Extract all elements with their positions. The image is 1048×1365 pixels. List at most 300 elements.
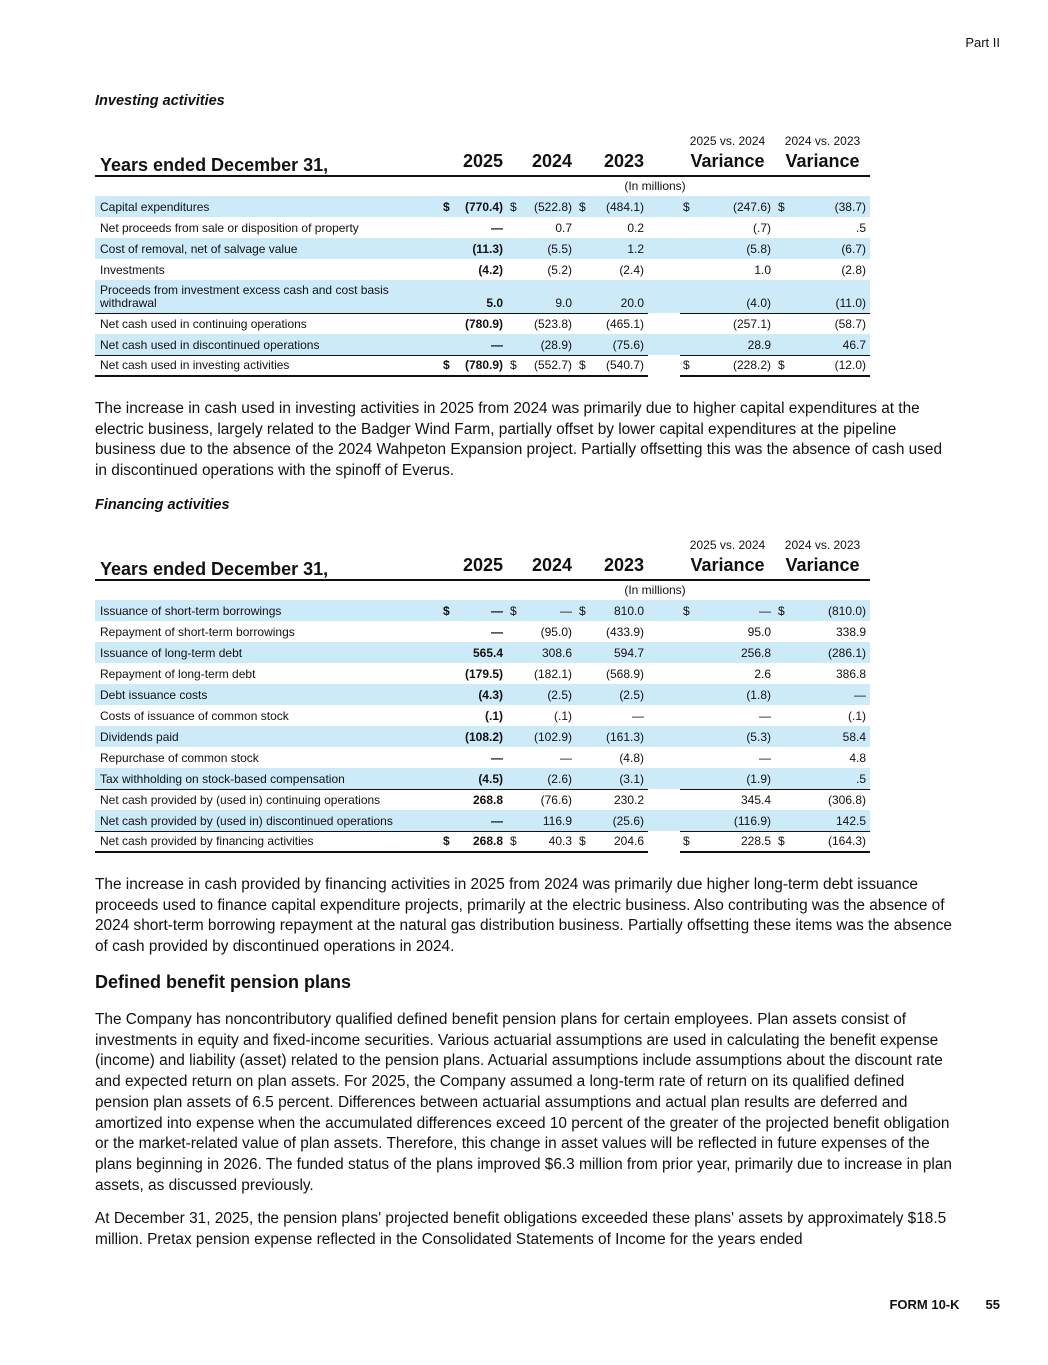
value-2024: (522.8) [520,196,576,217]
blank-cell [648,600,680,621]
dollar-sign [440,705,452,726]
blank-cell [590,534,648,555]
blank-cell [648,747,680,768]
dollar-sign [440,789,452,810]
blank-cell [576,176,590,196]
investing-title: Investing activities [95,93,225,109]
blank-cell [576,580,590,600]
table-row [95,810,870,831]
dollar-sign [576,726,590,747]
dollar-sign [680,280,692,313]
dollar-sign [576,313,590,334]
header-row [95,151,870,176]
value-2023: 204.6 [590,831,648,852]
dollar-sign [507,789,520,810]
row-label: Debt issuance costs [95,684,440,705]
col-2024: 2024 [520,151,576,176]
value-2023: (3.1) [590,768,648,789]
dollar-sign [576,238,590,259]
dollar-sign [680,642,692,663]
blank-cell [648,534,680,555]
dollar-sign [576,621,590,642]
value-2024: — [520,600,576,621]
units-row [95,580,870,600]
variance-2025-vs-2024: 28.9 [692,334,775,355]
col-2023: 2023 [590,555,648,580]
table-row [95,684,870,705]
value-2025: 268.8 [452,831,507,852]
blank-cell [648,280,680,313]
dollar-sign [680,313,692,334]
dollar-sign [775,621,788,642]
blank-cell [576,151,590,176]
dollar-sign [576,768,590,789]
value-2023: (568.9) [605,667,644,681]
dollar-sign: $ [775,355,788,376]
dollar-sign [440,747,452,768]
value-2023: (161.3) [590,726,648,747]
value-2023: 0.2 [627,221,644,235]
value-2023: 20.0 [590,280,648,313]
value-2024: (76.6) [520,789,576,810]
investing-paragraph: The increase in cash used in investing activities in 2025 from 2024 was primarily due to higher capital expenditures at the electric business, largely related to the Badger Wind Farm, partially offset by lower capital expenditures at the pipeline business due to the absence of the 2024 Wahpeton Expansion project. Partially offsetting this was the absence of cash used in discontinued operations with the spinoff of Everus. [95,400,943,480]
blank-cell [788,176,870,196]
value-2025: — [491,221,503,235]
dollar-sign [440,280,452,313]
blank-cell [775,176,788,196]
row-label: Tax withholding on stock-based compensation [95,768,440,789]
dollar-sign [680,768,692,789]
dollar-sign [440,217,452,238]
blank-cell [648,334,680,355]
value-2024: (102.9) [520,726,576,747]
blank-cell [95,176,440,196]
value-2025: — [452,334,507,355]
value-2025: (11.3) [452,238,507,259]
dollar-sign [576,642,590,663]
variance-2024-vs-2023: (2.8) [841,263,866,277]
blank-cell [648,768,680,789]
value-2024: 308.6 [520,642,576,663]
dollar-sign [680,726,692,747]
row-label: Repayment of short-term borrowings [100,625,295,639]
col-2025: 2025 [452,151,507,176]
blank-cell [648,642,680,663]
dollar-sign [440,238,452,259]
dollar-sign: $ [680,831,692,852]
dollar-sign [576,217,590,238]
value-2024: 40.3 [520,831,576,852]
page-number: 55 [985,1297,1000,1312]
dollar-sign: $ [507,600,520,621]
dollar-sign [507,259,520,280]
dollar-sign [507,705,520,726]
dollar-sign [775,810,788,831]
pension-paragraph-2: At December 31, 2025, the pension plans' projected benefit obligations exceeded these plans' assets by approximately $18.5 million. Pretax pension expense reflected in the Consolidated Statements of Income for the years ended [95,1210,947,1248]
dollar-sign [507,238,520,259]
units-label: (In millions) [624,179,686,193]
variance-2025-vs-2024: (116.9) [692,810,775,831]
dollar-sign [440,259,452,280]
value-2023: (484.1) [590,196,648,217]
blank-cell [520,580,576,600]
financing-paragraph: The increase in cash provided by financing activities in 2025 from 2024 was primarily due higher long-term debt issuance proceeds used to finance capital expenditure projects, primarily at the electric business. Also contributing was the absence of 2024 short-term borrowing repayment at the natural gas distribution business. Partially offsetting these items was the absence of cash provided by discontinued operations in 2024. [95,876,952,956]
pension-heading: Defined benefit pension plans [95,972,352,992]
value-2023: 1.2 [590,238,648,259]
dollar-sign: $ [576,600,590,621]
variance-2024-vs-2023: (810.0) [788,600,870,621]
dollar-sign [680,810,692,831]
variance-2024-vs-2023: (.1) [848,709,866,723]
table-row [95,600,870,621]
variance-1-header: Variance [680,555,775,580]
dollar-sign [507,747,520,768]
value-2025: 268.8 [452,789,507,810]
blank-cell [648,313,680,334]
footer [889,1297,1000,1312]
dollar-sign [440,684,452,705]
dollar-sign [680,238,692,259]
dollar-sign [775,684,788,705]
dollar-sign [576,334,590,355]
variance-2024-vs-2023: 46.7 [788,334,870,355]
blank-cell [648,217,680,238]
blank-cell [692,176,775,196]
blank-cell [507,130,520,151]
variance-2-header: Variance [775,555,870,580]
variance-2024-vs-2023: (11.0) [788,280,870,313]
value-2023: (4.8) [619,751,644,765]
blank-cell [440,534,452,555]
variance-2024-vs-2023: (38.7) [788,196,870,217]
dollar-sign [775,642,788,663]
dollar-sign [576,259,590,280]
value-2023: (540.7) [590,355,648,376]
value-2025: (780.9) [452,313,507,334]
blank-cell [440,176,452,196]
blank-cell [452,534,507,555]
dollar-sign [680,789,692,810]
value-2025: 5.0 [452,280,507,313]
dollar-sign [775,768,788,789]
blank-cell [648,663,680,684]
value-2025: (179.5) [464,667,503,681]
value-2024: (28.9) [520,334,576,355]
dollar-sign [775,789,788,810]
dollar-sign [680,663,692,684]
row-label: Issuance of short-term borrowings [95,600,440,621]
dollar-sign: $ [507,196,520,217]
blank-cell [95,534,440,555]
blank-cell [648,831,680,852]
dollar-sign [680,334,692,355]
dollar-sign: $ [507,355,520,376]
table-row [95,831,870,852]
dollar-sign [440,726,452,747]
blank-cell [507,555,520,580]
value-2023: 594.7 [590,642,648,663]
variance-1-header: Variance [680,151,775,176]
dollar-sign [576,663,590,684]
value-2023: (25.6) [590,810,648,831]
table-row [95,726,870,747]
value-2023: — [632,709,644,723]
row-label: Net cash used in discontinued operations [95,334,440,355]
variance-2025-vs-2024: 1.0 [754,263,771,277]
dollar-sign [576,280,590,313]
blank-cell [452,580,507,600]
value-2025: (770.4) [452,196,507,217]
dollar-sign [440,334,452,355]
value-2024: — [560,751,572,765]
row-label: Net cash provided by (used in) discontinued operations [95,810,440,831]
dollar-sign [775,238,788,259]
dollar-sign: $ [576,831,590,852]
blank-cell [452,176,507,196]
variance-1-header-top: 2025 vs. 2024 [689,134,766,148]
blank-cell [507,534,520,555]
blank-cell [648,810,680,831]
table-row [95,259,870,280]
blank-cell [590,130,648,151]
variance-2-header: Variance [775,151,870,176]
value-2023: (75.6) [590,334,648,355]
dollar-sign [775,217,788,238]
variance-2025-vs-2024: (4.0) [692,280,775,313]
dollar-sign [775,747,788,768]
header-row [95,555,870,580]
dollar-sign [507,726,520,747]
dollar-sign [576,789,590,810]
col-2024: 2024 [520,555,576,580]
blank-cell [440,580,452,600]
table-row [95,621,870,642]
variance-2-header-top: 2024 vs. 2023 [784,538,861,552]
dollar-sign [576,747,590,768]
blank-cell [452,130,507,151]
table-row [95,238,870,259]
table-row [95,789,870,810]
dollar-sign [775,705,788,726]
form-label: FORM 10-K [889,1297,960,1312]
variance-2024-vs-2023: (58.7) [788,313,870,334]
dollar-sign: $ [507,831,520,852]
row-label: Cost of removal, net of salvage value [95,238,440,259]
variance-2025-vs-2024: — [692,600,775,621]
row-label: Costs of issuance of common stock [100,709,289,723]
row-label: Investments [100,263,165,277]
value-2024: (95.0) [540,625,572,639]
investing-table [95,130,870,377]
years-label: Years ended December 31, [95,151,440,176]
blank-cell [648,355,680,376]
value-2023: (433.9) [605,625,644,639]
value-2023: (465.1) [590,313,648,334]
blank-cell [648,130,680,151]
value-2023: 810.0 [590,600,648,621]
variance-2025-vs-2024: (5.8) [692,238,775,259]
dollar-sign [507,621,520,642]
dollar-sign: $ [775,600,788,621]
value-2025: (4.3) [452,684,507,705]
variance-2024-vs-2023: 386.8 [835,667,866,681]
table-row [95,334,870,355]
table-row [95,768,870,789]
value-2024: (5.2) [547,263,572,277]
table-row [95,747,870,768]
value-2024: (5.5) [520,238,576,259]
blank-cell [95,580,440,600]
dollar-sign [775,334,788,355]
blank-cell [648,259,680,280]
variance-2025-vs-2024: (5.3) [692,726,775,747]
header-row-top [95,534,870,555]
value-2024: (.1) [554,709,572,723]
dollar-sign [507,642,520,663]
value-2023: 230.2 [590,789,648,810]
blank-cell [648,151,680,176]
variance-2025-vs-2024: (.7) [753,221,771,235]
value-2023: (2.4) [619,263,644,277]
variance-2024-vs-2023: .5 [855,221,866,235]
variance-2025-vs-2024: (228.2) [692,355,775,376]
row-label: Capital expenditures [95,196,440,217]
dollar-sign: $ [440,831,452,852]
dollar-sign [440,768,452,789]
dollar-sign [507,684,520,705]
col-2023: 2023 [590,151,648,176]
blank-cell [507,580,520,600]
variance-2025-vs-2024: — [759,751,771,765]
dollar-sign [775,726,788,747]
financing-title: Financing activities [95,497,230,513]
value-2025: (780.9) [452,355,507,376]
dollar-sign [775,280,788,313]
blank-cell [520,534,576,555]
variance-2024-vs-2023: (164.3) [788,831,870,852]
col-2025: 2025 [452,555,507,580]
dollar-sign [680,217,692,238]
dollar-sign [680,259,692,280]
dollar-sign: $ [440,355,452,376]
dollar-sign: $ [680,196,692,217]
dollar-sign [775,313,788,334]
value-2025: (.1) [485,709,503,723]
value-2024: 9.0 [520,280,576,313]
row-label: Net cash used in investing activities [95,355,440,376]
part-label: Part II [965,35,1000,50]
blank-cell [648,555,680,580]
row-label: Repayment of long-term debt [100,667,256,681]
dollar-sign [576,684,590,705]
row-label: Net cash provided by financing activities [95,831,440,852]
blank-cell [648,726,680,747]
variance-2024-vs-2023: 142.5 [788,810,870,831]
dollar-sign [576,705,590,726]
variance-2025-vs-2024: 256.8 [692,642,775,663]
dollar-sign [680,747,692,768]
row-label: Proceeds from investment excess cash and cost basis withdrawal [95,280,440,313]
value-2025: — [452,600,507,621]
variance-2025-vs-2024: 95.0 [747,625,771,639]
row-label: Net cash used in continuing operations [95,313,440,334]
dollar-sign: $ [775,831,788,852]
blank-cell [648,621,680,642]
dollar-sign: $ [576,355,590,376]
value-2025: (108.2) [452,726,507,747]
dollar-sign [440,313,452,334]
variance-2024-vs-2023: .5 [788,768,870,789]
variance-2025-vs-2024: — [759,709,771,723]
value-2025: — [491,625,503,639]
variance-2025-vs-2024: 228.5 [692,831,775,852]
variance-2025-vs-2024: 2.6 [754,667,771,681]
dollar-sign [507,768,520,789]
value-2024: (523.8) [520,313,576,334]
dollar-sign: $ [680,355,692,376]
row-label: Net cash provided by (used in) continuing operations [95,789,440,810]
value-2024: (182.1) [533,667,572,681]
blank-cell [648,196,680,217]
table-row [95,313,870,334]
variance-2-header-top: 2024 vs. 2023 [784,134,861,148]
blank-cell [520,176,576,196]
blank-cell [648,705,680,726]
variance-2025-vs-2024: 345.4 [692,789,775,810]
dollar-sign: $ [680,600,692,621]
dollar-sign [576,810,590,831]
blank-cell [576,534,590,555]
value-2024: (2.6) [520,768,576,789]
units-label: (In millions) [624,583,686,597]
blank-cell [440,130,452,151]
blank-cell [520,130,576,151]
value-2024: (2.5) [520,684,576,705]
blank-cell [507,151,520,176]
dollar-sign: $ [440,600,452,621]
financing-table [95,534,870,853]
dollar-sign [507,313,520,334]
value-2024: 116.9 [520,810,576,831]
variance-2024-vs-2023: (286.1) [788,642,870,663]
row-label: Dividends paid [95,726,440,747]
blank-cell [648,238,680,259]
variance-2024-vs-2023: 338.9 [835,625,866,639]
units-row [95,176,870,196]
variance-2024-vs-2023: (12.0) [788,355,870,376]
variance-1-header-top: 2025 vs. 2024 [689,538,766,552]
value-2025: 565.4 [452,642,507,663]
blank-cell [440,555,452,580]
dollar-sign [440,810,452,831]
dollar-sign [507,663,520,684]
dollar-sign [440,663,452,684]
table-row [95,705,870,726]
row-label: Repurchase of common stock [100,751,259,765]
value-2023: (2.5) [590,684,648,705]
variance-2024-vs-2023: 58.4 [788,726,870,747]
dollar-sign [507,217,520,238]
years-label: Years ended December 31, [95,555,440,580]
blank-cell [576,555,590,580]
dollar-sign [440,642,452,663]
blank-cell [692,580,775,600]
dollar-sign [680,705,692,726]
row-label: Issuance of long-term debt [95,642,440,663]
value-2025: (4.2) [478,263,503,277]
blank-cell [648,789,680,810]
table-row [95,642,870,663]
